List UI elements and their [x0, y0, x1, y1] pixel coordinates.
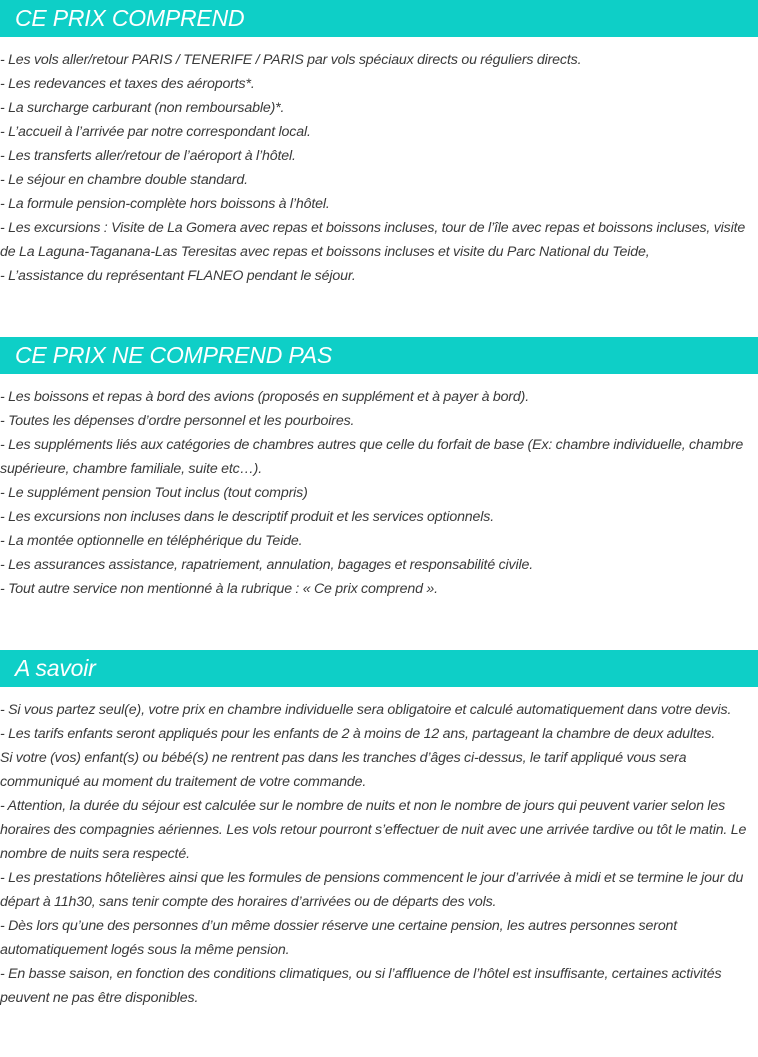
- list-item: - Les excursions non incluses dans le descriptif produit et les services optionnels.: [0, 509, 495, 525]
- list-item: - La montée optionnelle en téléphérique du Teide.: [0, 533, 303, 549]
- list-item: - L’assistance du représentant FLANEO pendant le séjour.: [0, 268, 356, 284]
- list-item: - Le supplément pension Tout inclus (tout compris): [0, 485, 308, 501]
- section-header: [0, 337, 758, 374]
- list-item: - Les transferts aller/retour de l’aéroport à l’hôtel.: [0, 148, 296, 164]
- list-item: - La formule pension-complète hors boissons à l’hôtel.: [0, 196, 330, 212]
- section-not-included: [0, 337, 758, 601]
- section-title: CE PRIX COMPREND: [15, 5, 245, 31]
- section-title: CE PRIX NE COMPREND PAS: [15, 342, 333, 368]
- section-body: [0, 37, 758, 288]
- list-item: - La surcharge carburant (non remboursable)*.: [0, 100, 285, 116]
- list-item: - Les vols aller/retour PARIS / TENERIFE / PARIS par vols spéciaux directs ou réguliers directs.: [0, 52, 582, 68]
- list-item: - Les prestations hôtelières ainsi que les formules de pensions commencent le jour d’arrivée à midi et se termine le jour du départ à 11h30, sans tenir compte des horaires d’arrivées ou de départs des vols.: [0, 870, 744, 910]
- list-item: - Les boissons et repas à bord des avions (proposés en supplément et à payer à bord).: [0, 389, 529, 405]
- list-item: - En basse saison, en fonction des conditions climatiques, ou si l’affluence de l’hôtel est insuffisante, certaines activités peuvent ne pas être disponibles.: [0, 966, 722, 1006]
- list-item: - Le séjour en chambre double standard.: [0, 172, 248, 188]
- section-title: A savoir: [15, 655, 96, 681]
- list-item: - Les excursions : Visite de La Gomera avec repas et boissons incluses, tour de l’île avec repas et boissons incluses, visite de La Laguna-Taganana-Las Teresitas avec repas et boissons incluses et visite du Parc National du Teide,: [0, 220, 746, 260]
- section-body: [0, 687, 758, 1010]
- section-included: [0, 0, 758, 288]
- list-item: - L’accueil à l’arrivée par notre correspondant local.: [0, 124, 311, 140]
- list-item: - Toutes les dépenses d’ordre personnel et les pourboires.: [0, 413, 355, 429]
- section-good-to-know: [0, 650, 758, 1010]
- section-body: [0, 374, 758, 601]
- list-item: - Tout autre service non mentionné à la rubrique : « Ce prix comprend ».: [0, 581, 438, 597]
- list-item: - Si vous partez seul(e), votre prix en chambre individuelle sera obligatoire et calculé automatiquement dans votre devis.: [0, 702, 732, 718]
- list-item: - Dès lors qu’une des personnes d’un même dossier réserve une certaine pension, les autres personnes seront automatiquement logés sous la même pension.: [0, 918, 678, 958]
- section-header: [0, 650, 758, 687]
- list-item: - Les redevances et taxes des aéroports*.: [0, 76, 255, 92]
- list-item: - Les tarifs enfants seront appliqués pour les enfants de 2 à moins de 12 ans, partageant la chambre de deux adultes.: [0, 726, 716, 742]
- section-header: [0, 0, 758, 37]
- list-item: - Les suppléments liés aux catégories de chambres autres que celle du forfait de base (Ex: chambre individuelle, chambre supérieure, chambre familiale, suite etc…).: [0, 437, 744, 477]
- list-item: - Attention, la durée du séjour est calculée sur le nombre de nuits et non le nombre de jours qui peuvent varier selon les horaires des compagnies aériennes. Les vols retour pourront s’effectuer de nuit avec une arrivée tardive ou tôt le matin. Le nombre de nuits sera respecté.: [0, 798, 747, 862]
- list-item: - Les assurances assistance, rapatriement, annulation, bagages et responsabilité civile.: [0, 557, 533, 573]
- list-item: Si votre (vos) enfant(s) ou bébé(s) ne rentrent pas dans les tranches d’âges ci-dessus, le tarif appliqué vous sera communiqué au moment du traitement de votre commande.: [0, 750, 687, 790]
